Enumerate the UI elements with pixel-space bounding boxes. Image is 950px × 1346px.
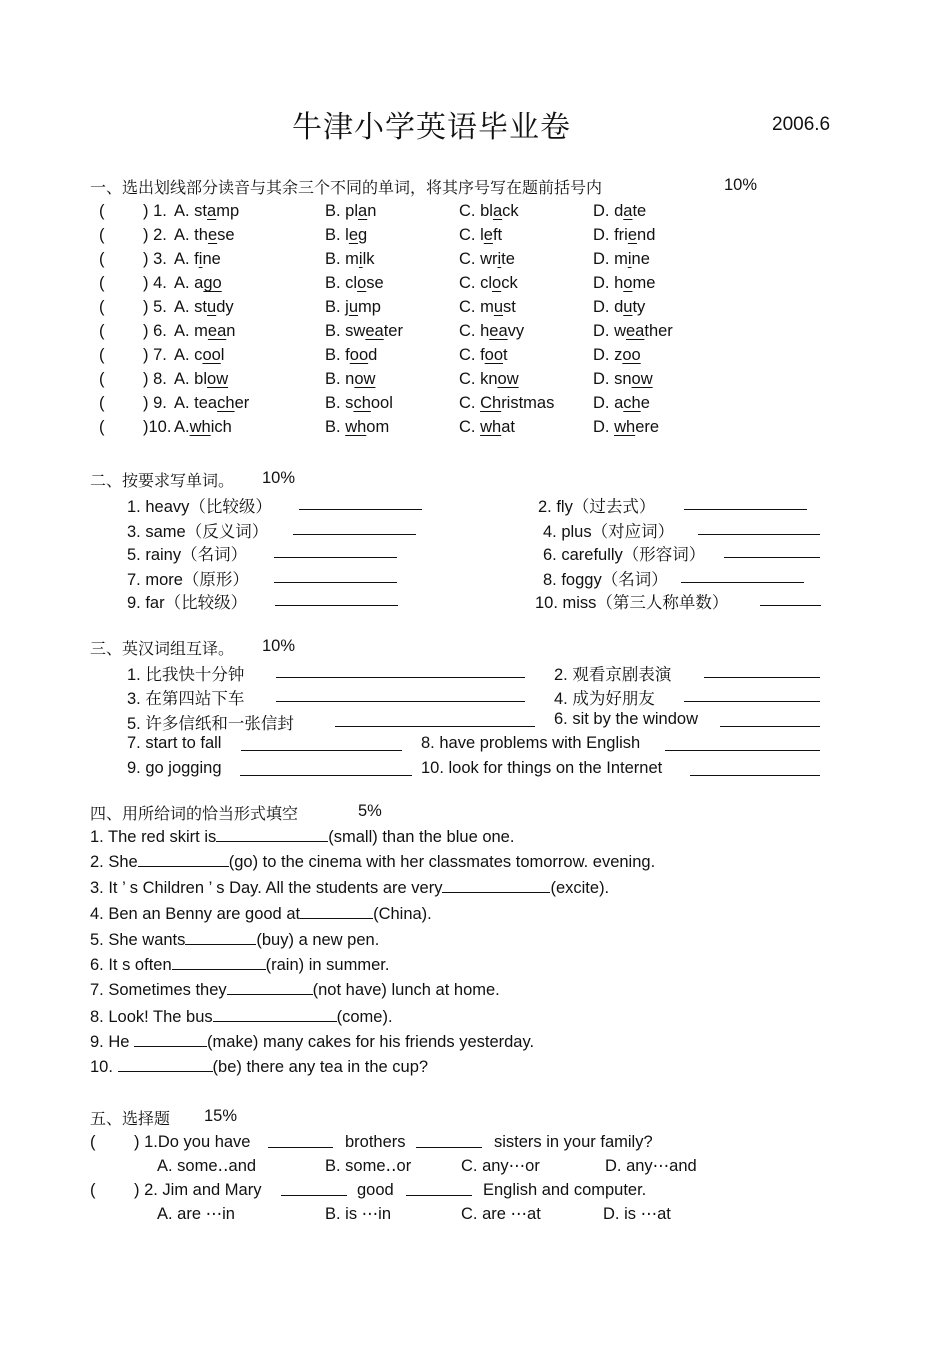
question-number: ) 1. <box>143 202 167 220</box>
question-number: )10. <box>143 418 172 436</box>
write-word-prompt: 10. miss（第三人称单数） <box>535 594 729 612</box>
option-suffix: ck <box>501 274 518 292</box>
section2-heading: 二、按要求写单词。 <box>90 471 235 490</box>
answer-blank[interactable] <box>681 582 804 583</box>
option-prefix: C. h <box>459 322 490 340</box>
answer-blank[interactable] <box>276 701 525 702</box>
fill-blank-sentence <box>90 1033 534 1052</box>
underlined-letters: u <box>493 298 504 316</box>
q1-option-a: A. some‥and <box>157 1157 257 1175</box>
option-prefix: A. tea <box>174 394 218 412</box>
option-prefix: B. m <box>325 250 359 268</box>
phrase-prompt: 3. 在第四站下车 <box>127 690 245 708</box>
option-suffix: mp <box>358 298 381 316</box>
answer-paren: ( <box>99 226 105 244</box>
option-b <box>325 394 393 413</box>
option-suffix: t <box>503 346 508 364</box>
sentence-end: (make) many cakes for his friends yesterday. <box>207 1033 535 1051</box>
question-number: ) 2. <box>143 226 167 244</box>
q2-text-3: English and computer. <box>483 1181 647 1199</box>
option-c <box>459 202 519 221</box>
phrase-prompt: 10. look for things on the Internet <box>421 759 663 777</box>
option-a <box>174 346 224 365</box>
answer-blank[interactable] <box>684 701 820 702</box>
option-prefix: C. f <box>459 346 485 364</box>
option-prefix: A. a <box>174 274 204 292</box>
section5-heading: 五、选择题 <box>90 1109 171 1128</box>
option-c <box>459 250 515 269</box>
option-suffix: se <box>217 226 235 244</box>
option-prefix: D. sn <box>593 370 632 388</box>
underlined-letters: e <box>483 226 493 244</box>
option-b <box>325 418 389 437</box>
option-suffix: se <box>366 274 384 292</box>
underlined-letters: i <box>358 250 363 268</box>
option-c <box>459 298 516 317</box>
option-prefix: B. sw <box>325 322 366 340</box>
answer-paren: ( <box>99 322 105 340</box>
underlined-letters: wh <box>480 418 502 436</box>
fill-blank-sentence <box>90 905 432 924</box>
answer-blank[interactable] <box>335 726 535 727</box>
question-number: ) 4. <box>143 274 167 292</box>
q1-option-c: C. any⋯or <box>461 1157 540 1175</box>
option-prefix: A. m <box>174 322 208 340</box>
option-a <box>174 322 235 341</box>
option-prefix: B. <box>325 418 346 436</box>
option-prefix: A. st <box>174 202 208 220</box>
underlined-letters: oo <box>484 346 504 364</box>
option-c <box>459 370 519 389</box>
question-number: ) 9. <box>143 394 167 412</box>
underlined-letters: a <box>207 202 217 220</box>
sentence-end: (go) to the cinema with her classmates tomorrow. evening. <box>228 853 656 871</box>
answer-blank[interactable] <box>213 1020 337 1022</box>
option-suffix: er <box>234 394 250 412</box>
underlined-letters: ow <box>497 370 519 388</box>
option-b <box>325 298 381 317</box>
option-prefix: B. s <box>325 394 354 412</box>
fill-blank-sentence <box>90 1058 428 1077</box>
phrase-prompt: 6. sit by the window <box>554 710 698 728</box>
sentence-start: 3. It ’ s Children ’ s Day. All the students are very <box>90 879 443 897</box>
answer-blank[interactable] <box>216 840 328 842</box>
underlined-letters: oo <box>202 346 221 364</box>
q2-text-1: ) 2. Jim and Mary <box>134 1181 262 1199</box>
underlined-letters: i <box>497 250 502 268</box>
option-d <box>593 274 655 293</box>
write-word-prompt: 8. foggy（名词） <box>543 571 668 589</box>
answer-slot[interactable] <box>108 226 140 246</box>
option-prefix: A. c <box>174 346 203 364</box>
answer-blank[interactable] <box>293 534 416 535</box>
underlined-letters: a <box>492 202 503 220</box>
answer-blank[interactable] <box>241 750 402 751</box>
option-prefix: D. z <box>593 346 623 364</box>
section5-score: 15% <box>204 1107 238 1125</box>
underlined-letters: go <box>203 274 222 292</box>
write-word-prompt: 9. far（比较级） <box>127 594 248 612</box>
q2-paren: ( <box>90 1181 96 1199</box>
option-prefix: D. a <box>593 394 624 412</box>
option-a <box>174 298 234 317</box>
option-suffix: te <box>632 202 647 220</box>
fill-blank-sentence <box>90 931 379 950</box>
answer-blank[interactable] <box>275 605 398 606</box>
section1-heading: 一、选出划线部分读音与其余三个不同的单词，将其序号写在题前括号内 <box>90 178 603 197</box>
underlined-letters: ch <box>353 394 371 412</box>
answer-blank[interactable] <box>138 865 229 867</box>
option-suffix: ther <box>644 322 673 340</box>
option-c <box>459 418 515 437</box>
option-prefix: C. kn <box>459 370 498 388</box>
page-title: 牛津小学英语毕业卷 <box>292 110 571 145</box>
answer-blank[interactable] <box>442 891 550 893</box>
option-b <box>325 226 367 245</box>
underlined-letters: u <box>348 298 359 316</box>
answer-blank[interactable] <box>185 943 256 945</box>
answer-paren: ( <box>99 250 105 268</box>
write-word-prompt: 1. heavy（比较级） <box>127 498 272 516</box>
q2-blank-2[interactable] <box>406 1195 472 1196</box>
option-prefix: A. st <box>174 298 208 316</box>
sentence-start: 8. Look! The bus <box>90 1008 213 1026</box>
option-prefix: D. fri <box>593 226 628 244</box>
answer-paren: ( <box>99 202 105 220</box>
underlined-letters: ch <box>623 394 641 412</box>
write-word-prompt: 3. same（反义词） <box>127 523 269 541</box>
option-prefix: C. m <box>459 298 494 316</box>
phrase-prompt: 4. 成为好朋友 <box>554 690 655 708</box>
option-suffix: d <box>368 346 378 364</box>
answer-slot[interactable] <box>108 322 140 342</box>
answer-blank[interactable] <box>690 775 820 776</box>
sentence-start: 10. <box>90 1058 118 1076</box>
answer-slot[interactable] <box>108 250 140 270</box>
option-a <box>174 394 249 413</box>
q2-text-2: good <box>357 1181 394 1199</box>
write-word-prompt: 6. carefully（形容词） <box>543 546 706 564</box>
option-suffix: at <box>501 418 515 436</box>
option-d <box>593 226 655 245</box>
section2-score: 10% <box>262 469 296 487</box>
option-suffix: mp <box>216 202 240 220</box>
option-prefix: A. f <box>174 250 199 268</box>
option-prefix: A. <box>174 418 190 436</box>
phrase-prompt: 8. have problems with English <box>421 734 641 752</box>
underlined-letters: o <box>623 274 633 292</box>
option-b <box>325 250 375 269</box>
option-d <box>593 346 641 365</box>
q1-blank-1[interactable] <box>268 1147 333 1148</box>
option-prefix: C. cl <box>459 274 492 292</box>
option-suffix: me <box>632 274 656 292</box>
answer-slot[interactable] <box>108 370 140 390</box>
answer-blank[interactable] <box>227 993 313 995</box>
answer-slot[interactable] <box>108 298 140 318</box>
q1-text-3: sisters in your family? <box>494 1133 653 1151</box>
section1-score: 10% <box>724 176 758 194</box>
option-suffix: l <box>220 346 225 364</box>
option-suffix: ne <box>631 250 650 268</box>
phrase-prompt: 5. 许多信纸和一张信封 <box>127 715 294 733</box>
option-suffix: ere <box>635 418 660 436</box>
answer-blank[interactable] <box>698 534 820 535</box>
option-d <box>593 202 646 221</box>
question-number: ) 6. <box>143 322 167 340</box>
sentence-start: 9. He <box>90 1033 135 1051</box>
underlined-letters: oo <box>349 346 369 364</box>
q2-blank-1[interactable] <box>281 1195 347 1196</box>
q2-option-c: C. are ⋯at <box>461 1205 541 1223</box>
sentence-start: 7. Sometimes they <box>90 981 227 999</box>
underlined-letters: i <box>198 250 203 268</box>
q1-text-1: ) 1.Do you have <box>134 1133 251 1151</box>
option-d <box>593 250 650 269</box>
option-c <box>459 346 508 365</box>
section4-heading: 四、用所给词的恰当形式填空 <box>90 804 299 823</box>
answer-paren: ( <box>99 346 105 364</box>
sentence-start: 1. The red skirt is <box>90 828 217 846</box>
write-word-prompt: 7. more（原形） <box>127 571 249 589</box>
underlined-letters: wh <box>189 418 211 436</box>
fill-blank-sentence <box>90 1008 393 1027</box>
option-prefix: C. wr <box>459 250 498 268</box>
underlined-letters: u <box>623 298 633 316</box>
q2-option-d: D. is ⋯at <box>603 1205 671 1223</box>
option-suffix: ristmas <box>501 394 555 412</box>
sentence-end: (come). <box>336 1008 393 1026</box>
option-suffix: om <box>366 418 390 436</box>
answer-blank[interactable] <box>704 677 820 678</box>
option-prefix: C. <box>459 418 481 436</box>
underlined-letters: a <box>358 202 368 220</box>
underlined-letters: ow <box>631 370 653 388</box>
answer-slot[interactable] <box>108 394 140 414</box>
underlined-letters: wh <box>614 418 636 436</box>
q1-text-2: brothers <box>345 1133 406 1151</box>
underlined-letters: ch <box>217 394 235 412</box>
sentence-end: (rain) in summer. <box>265 956 390 974</box>
option-suffix: st <box>503 298 516 316</box>
option-prefix: D. m <box>593 250 628 268</box>
answer-blank[interactable] <box>274 582 397 583</box>
underlined-letters: ea <box>626 322 645 340</box>
question-number: ) 5. <box>143 298 167 316</box>
option-prefix: C. l <box>459 226 484 244</box>
write-word-prompt: 5. rainy（名词） <box>127 546 248 564</box>
phrase-prompt: 1. 比我快十分钟 <box>127 666 245 684</box>
option-a <box>174 370 228 389</box>
answer-blank[interactable] <box>665 750 820 751</box>
option-d <box>593 322 673 341</box>
fill-blank-sentence <box>90 956 389 975</box>
answer-paren: ( <box>99 274 105 292</box>
answer-blank[interactable] <box>134 1045 207 1047</box>
option-a <box>174 202 239 221</box>
answer-paren: ( <box>99 370 105 388</box>
sentence-end: (small) than the blue one. <box>328 828 515 846</box>
answer-slot[interactable] <box>108 346 140 366</box>
option-c <box>459 226 502 245</box>
option-a <box>174 226 235 245</box>
option-b <box>325 370 375 389</box>
option-c <box>459 394 554 413</box>
sentence-end: (be) there any tea in the cup? <box>212 1058 429 1076</box>
q1-option-b: B. some‥or <box>325 1157 412 1175</box>
write-word-prompt: 4. plus（对应词） <box>543 523 675 541</box>
answer-slot[interactable] <box>108 418 140 438</box>
option-prefix: D. w <box>593 322 626 340</box>
option-suffix: ft <box>492 226 503 244</box>
underlined-letters: o <box>492 274 502 292</box>
underlined-letters: wh <box>345 418 367 436</box>
q2-option-b: B. is ⋯in <box>325 1205 392 1223</box>
option-b <box>325 346 377 365</box>
option-prefix: D. d <box>593 202 624 220</box>
underlined-letters: e <box>207 226 218 244</box>
underlined-letters: o <box>357 274 367 292</box>
sentence-end: (not have) lunch at home. <box>312 981 500 999</box>
answer-blank[interactable] <box>299 509 422 510</box>
q2-option-a: A. are ⋯in <box>157 1205 235 1223</box>
underlined-letters: a <box>623 202 633 220</box>
answer-blank[interactable] <box>760 605 821 606</box>
phrase-prompt: 9. go jogging <box>127 759 222 777</box>
question-number: ) 7. <box>143 346 167 364</box>
option-suffix: te <box>501 250 515 268</box>
phrase-prompt: 2. 观看京剧表演 <box>554 666 672 684</box>
sentence-start: 4. Ben an Benny are good at <box>90 905 301 923</box>
option-b <box>325 322 403 341</box>
option-prefix: B. cl <box>325 274 358 292</box>
option-suffix: ty <box>632 298 646 316</box>
section4-score: 5% <box>358 802 382 820</box>
option-suffix: e <box>640 394 650 412</box>
option-suffix: n <box>367 202 377 220</box>
answer-paren: ( <box>99 394 105 412</box>
option-suffix: g <box>358 226 368 244</box>
answer-blank[interactable] <box>276 677 525 678</box>
underlined-letters: ea <box>207 322 227 340</box>
answer-blank[interactable] <box>172 968 266 970</box>
option-suffix: vy <box>507 322 525 340</box>
exam-date: 2006.6 <box>772 114 831 135</box>
option-c <box>459 322 524 341</box>
question-number: ) 3. <box>143 250 167 268</box>
fill-blank-sentence <box>90 981 500 1000</box>
option-b <box>325 202 376 221</box>
underlined-letters: e <box>627 226 638 244</box>
section3-heading: 三、英汉词组互译。 <box>90 639 235 658</box>
option-prefix: B. j <box>325 298 349 316</box>
option-prefix: D. <box>593 418 615 436</box>
fill-blank-sentence <box>90 853 655 872</box>
option-prefix: B. f <box>325 346 350 364</box>
option-prefix: B. l <box>325 226 349 244</box>
option-prefix: B. n <box>325 370 355 388</box>
option-prefix: D. d <box>593 298 624 316</box>
option-prefix: B. pl <box>325 202 359 220</box>
option-prefix: C. <box>459 394 481 412</box>
sentence-start: 5. She wants <box>90 931 186 949</box>
option-suffix: n <box>226 322 236 340</box>
option-a <box>174 250 221 269</box>
underlined-letters: Ch <box>480 394 502 412</box>
fill-blank-sentence <box>90 879 609 898</box>
option-suffix: ne <box>202 250 221 268</box>
option-d <box>593 418 659 437</box>
answer-slot[interactable] <box>108 202 140 222</box>
answer-blank[interactable] <box>274 557 397 558</box>
underlined-letters: i <box>627 250 632 268</box>
q1-option-d: D. any⋯and <box>605 1157 697 1175</box>
answer-slot[interactable] <box>108 274 140 294</box>
sentence-end: (China). <box>373 905 432 923</box>
underlined-letters: ow <box>207 370 229 388</box>
option-suffix: dy <box>216 298 234 316</box>
underlined-letters: ow <box>354 370 376 388</box>
answer-blank[interactable] <box>240 775 412 776</box>
option-prefix: A. th <box>174 226 208 244</box>
answer-blank[interactable] <box>724 557 820 558</box>
q1-paren: ( <box>90 1133 96 1151</box>
option-b <box>325 274 384 293</box>
underlined-letters: u <box>207 298 217 316</box>
option-a <box>174 274 222 293</box>
answer-blank[interactable] <box>118 1070 213 1072</box>
option-suffix: lk <box>362 250 375 268</box>
option-suffix: ck <box>502 202 519 220</box>
answer-blank[interactable] <box>720 726 820 727</box>
underlined-letters: e <box>348 226 359 244</box>
sentence-end: (excite). <box>550 879 610 897</box>
write-word-prompt: 2. fly（过去式） <box>538 498 656 516</box>
option-prefix: A. bl <box>174 370 208 388</box>
section3-score: 10% <box>262 637 296 655</box>
answer-paren: ( <box>99 418 105 436</box>
option-suffix: nd <box>637 226 656 244</box>
answer-blank[interactable] <box>300 917 373 919</box>
question-number: ) 8. <box>143 370 167 388</box>
answer-blank[interactable] <box>684 509 807 510</box>
underlined-letters: ea <box>489 322 508 340</box>
option-suffix: ool <box>370 394 393 412</box>
fill-blank-sentence <box>90 828 514 847</box>
option-a <box>174 418 232 437</box>
sentence-start: 2. She <box>90 853 138 871</box>
phrase-prompt: 7. start to fall <box>127 734 222 752</box>
q1-blank-2[interactable] <box>416 1147 482 1148</box>
sentence-end: (buy) a new pen. <box>256 931 380 949</box>
option-suffix: ter <box>383 322 403 340</box>
answer-paren: ( <box>99 298 105 316</box>
option-suffix: ich <box>210 418 232 436</box>
option-d <box>593 370 653 389</box>
underlined-letters: oo <box>622 346 641 364</box>
option-prefix: D. h <box>593 274 624 292</box>
option-prefix: C. bl <box>459 202 493 220</box>
option-d <box>593 394 650 413</box>
underlined-letters: ea <box>365 322 384 340</box>
option-d <box>593 298 645 317</box>
sentence-start: 6. It s often <box>90 956 172 974</box>
option-c <box>459 274 518 293</box>
